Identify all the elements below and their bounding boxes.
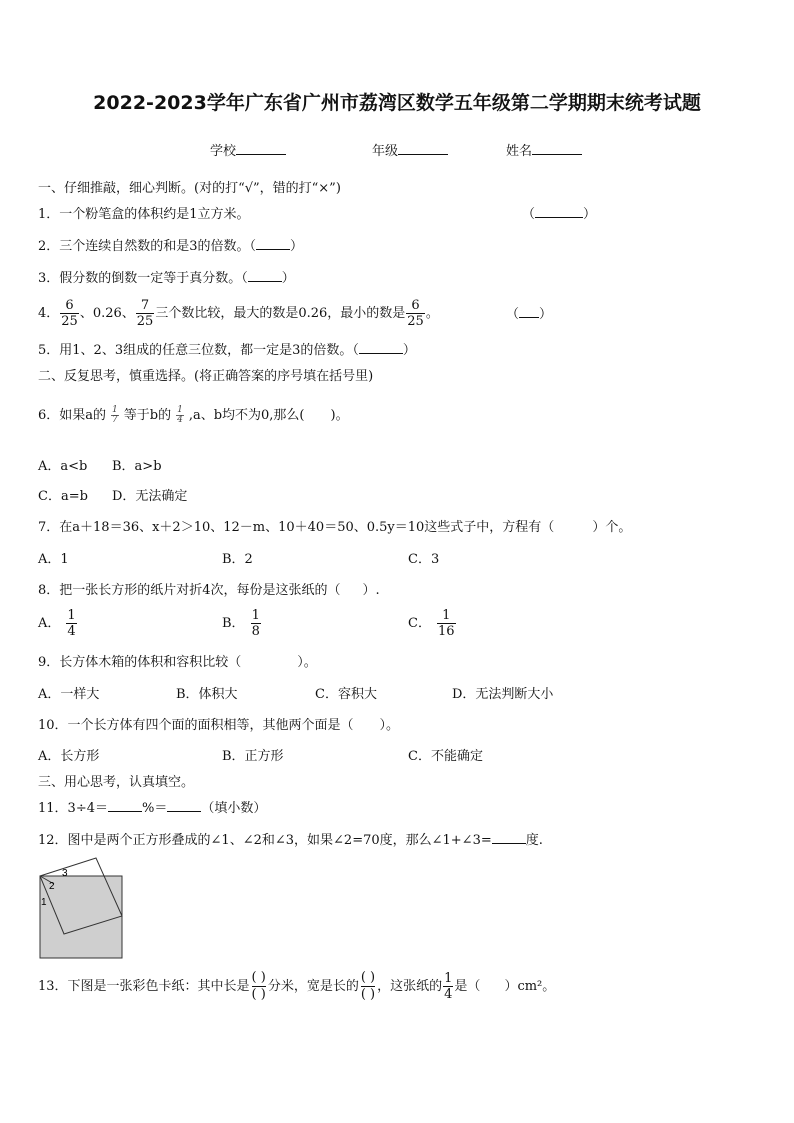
question-13-text: ）cm²。 [504, 978, 556, 994]
question-10-text: ）。 [379, 718, 400, 733]
grade-field[interactable] [372, 140, 448, 159]
question-6-text: ,a、b均不为0,那么( [188, 407, 305, 423]
question-2-text: 2．三个连续自然数的和是3的倍数。（ [38, 239, 257, 254]
question-1 [38, 206, 250, 224]
angle-2-label: 2 [49, 881, 55, 892]
numerator: 6 [411, 298, 420, 313]
fraction [251, 608, 261, 639]
school-blank[interactable] [236, 142, 286, 155]
question-10 [38, 717, 399, 735]
denominator: 25 [407, 314, 424, 329]
question-9-text: ）。 [297, 655, 317, 670]
question-9 [38, 654, 317, 672]
answer-blank[interactable] [492, 843, 526, 844]
question-12 [38, 832, 543, 850]
option-letter: C． [408, 615, 431, 631]
name-label: 姓名 [506, 144, 533, 159]
denominator: 8 [251, 624, 260, 639]
blank-fraction[interactable] [252, 970, 266, 1003]
question-3-text: 3．假分数的倒数一定等于真分数。（ [38, 271, 248, 286]
option-c[interactable]: C．3 [408, 552, 440, 567]
question-8 [38, 582, 380, 600]
fraction [406, 298, 425, 329]
fraction [66, 608, 76, 639]
question-11-text: %＝ [141, 801, 168, 816]
option-c[interactable] [408, 608, 457, 639]
answer-blank[interactable] [535, 217, 583, 218]
answer-blank[interactable] [359, 353, 403, 354]
option-b[interactable] [222, 608, 262, 639]
numerator: 1 [251, 608, 260, 623]
option-d[interactable]: D．无法确定 [112, 489, 188, 504]
answer-blank[interactable] [248, 281, 282, 282]
grade-label: 年级 [372, 144, 399, 159]
question-9-text: 9．长方体木箱的体积和容积比较（ [38, 655, 242, 670]
fraction [136, 298, 155, 329]
question-11-text: 11．3÷4＝ [38, 801, 108, 816]
name-blank[interactable] [532, 142, 582, 155]
question-7-text: ）个。 [592, 520, 632, 535]
option-letter: A． [38, 615, 61, 631]
school-label: 学校 [210, 144, 237, 159]
option-b[interactable]: B．正方形 [222, 749, 284, 764]
numerator: 1 [177, 405, 183, 415]
fraction [111, 406, 119, 425]
denominator: 7 [112, 415, 118, 425]
question-13 [38, 970, 555, 1003]
option-d[interactable]: D．无法判断大小 [452, 687, 554, 702]
question-4-text: 。 [425, 305, 439, 321]
option-b[interactable]: B．2 [222, 552, 253, 567]
question-4-text: 、0.26、 [79, 305, 135, 321]
answer-blank[interactable] [167, 811, 201, 812]
option-a[interactable]: A．1 [38, 552, 69, 567]
answer-blank[interactable] [108, 811, 142, 812]
numerator: 1 [67, 608, 76, 623]
question-7 [38, 519, 631, 537]
question-13-text: 分米，宽是长的 [267, 978, 359, 994]
question-10-text: 10．一个长方体有四个面的面积相等，其他两个面是（ [38, 718, 354, 733]
question-6-text: 等于b的 [123, 407, 172, 423]
question-5-text: 5．用1、2、3组成的任意三位数，都一定是3的倍数。（ [38, 343, 359, 358]
question-4 [38, 298, 439, 329]
right-paren: ） [290, 239, 304, 254]
question-4-text: 三个数比较，最大的数是0.26，最小的数是 [155, 305, 406, 321]
right-paren: ） [281, 271, 295, 286]
option-a[interactable]: A．长方形 [38, 749, 100, 764]
option-b[interactable]: B．体积大 [176, 687, 238, 702]
option-c[interactable]: C．容积大 [315, 687, 377, 702]
section-1-heading: 一、仔细推敲，细心判断。(对的打“√”，错的打“×”) [38, 181, 341, 196]
question-6-text: 6．如果a的 [38, 407, 107, 423]
denominator: 4 [67, 624, 76, 639]
page-title: 2022-2023学年广东省广州市荔湾区数学五年级第二学期期末统考试题 [93, 92, 701, 114]
right-paren: ） [539, 307, 553, 322]
answer-blank[interactable] [256, 249, 290, 250]
fraction [437, 608, 456, 639]
question-4-answer[interactable] [506, 306, 552, 324]
blank-fraction[interactable] [361, 970, 375, 1003]
fraction [443, 971, 453, 1002]
question-13-text: 是（ [454, 978, 481, 994]
right-paren: ） [402, 343, 416, 358]
denominator: 16 [437, 624, 455, 639]
question-1-answer[interactable] [522, 206, 596, 224]
left-paren: （ [506, 307, 520, 322]
section-3-heading: 三、用心思考，认真填空。 [38, 775, 195, 790]
question-12-text: 度. [525, 833, 543, 848]
denominator: 4 [177, 415, 183, 425]
numerator: 7 [140, 298, 150, 313]
grade-blank[interactable] [398, 142, 448, 155]
denominator: 25 [136, 314, 154, 329]
question-2 [38, 238, 303, 256]
question-6 [38, 406, 349, 425]
overlapping-squares-figure [36, 854, 132, 964]
fraction [176, 406, 184, 425]
question-7-text: 7．在a＋18＝36、x＋2＞10、12－m、10＋40＝50、0.5y＝10这些式子中，方程有（ [38, 520, 555, 535]
question-5 [38, 342, 416, 360]
numerator: 1 [442, 608, 451, 623]
option-letter: B． [222, 615, 245, 631]
name-field[interactable] [506, 140, 582, 159]
denominator: 4 [444, 987, 453, 1002]
question-1-text: 1．一个粉笔盒的体积约是1立方米。 [38, 207, 250, 222]
denominator-blank[interactable]: ( ) [251, 987, 266, 1002]
school-field[interactable] [210, 140, 286, 159]
question-3 [38, 270, 295, 288]
numerator: 1 [112, 405, 118, 415]
angle-3-label: 3 [62, 868, 68, 879]
angle-1-label: 1 [41, 897, 47, 908]
denominator-blank[interactable]: ( ) [360, 987, 376, 1002]
question-8-text: 8．把一张长方形的纸片对折4次，每份是这张纸的（ [38, 583, 341, 598]
option-a[interactable]: A．一样大 [38, 687, 100, 702]
numerator: 1 [444, 971, 453, 986]
numerator: 6 [65, 298, 74, 313]
option-c[interactable]: C．不能确定 [408, 749, 483, 764]
option-b[interactable]: B．a>b [112, 459, 162, 474]
question-11 [38, 800, 266, 818]
question-12-text: 12．图中是两个正方形叠成的∠1、∠2和∠3，如果∠2=70度，那么∠1+∠3= [38, 833, 492, 848]
numerator-blank[interactable]: ( ) [360, 970, 376, 985]
denominator: 25 [61, 314, 78, 329]
left-paren: （ [522, 207, 536, 222]
question-13-text: ，这张纸的 [377, 978, 443, 994]
question-8-text: ）. [362, 583, 380, 598]
question-11-text: （填小数） [201, 801, 267, 816]
fraction [60, 298, 79, 329]
option-a[interactable]: A．a<b [38, 459, 88, 474]
question-4-number: 4． [38, 305, 60, 321]
question-6-text: )。 [330, 407, 349, 423]
option-c[interactable]: C．a=b [38, 489, 88, 504]
option-a[interactable] [38, 608, 78, 639]
numerator-blank[interactable]: ( ) [251, 970, 266, 985]
question-13-text: 13．下图是一张彩色卡纸：其中长是 [38, 978, 250, 994]
section-2-heading: 二、反复思考，慎重选择。(将正确答案的序号填在括号里) [38, 369, 374, 384]
right-paren: ） [583, 207, 597, 222]
answer-blank[interactable] [519, 317, 539, 318]
